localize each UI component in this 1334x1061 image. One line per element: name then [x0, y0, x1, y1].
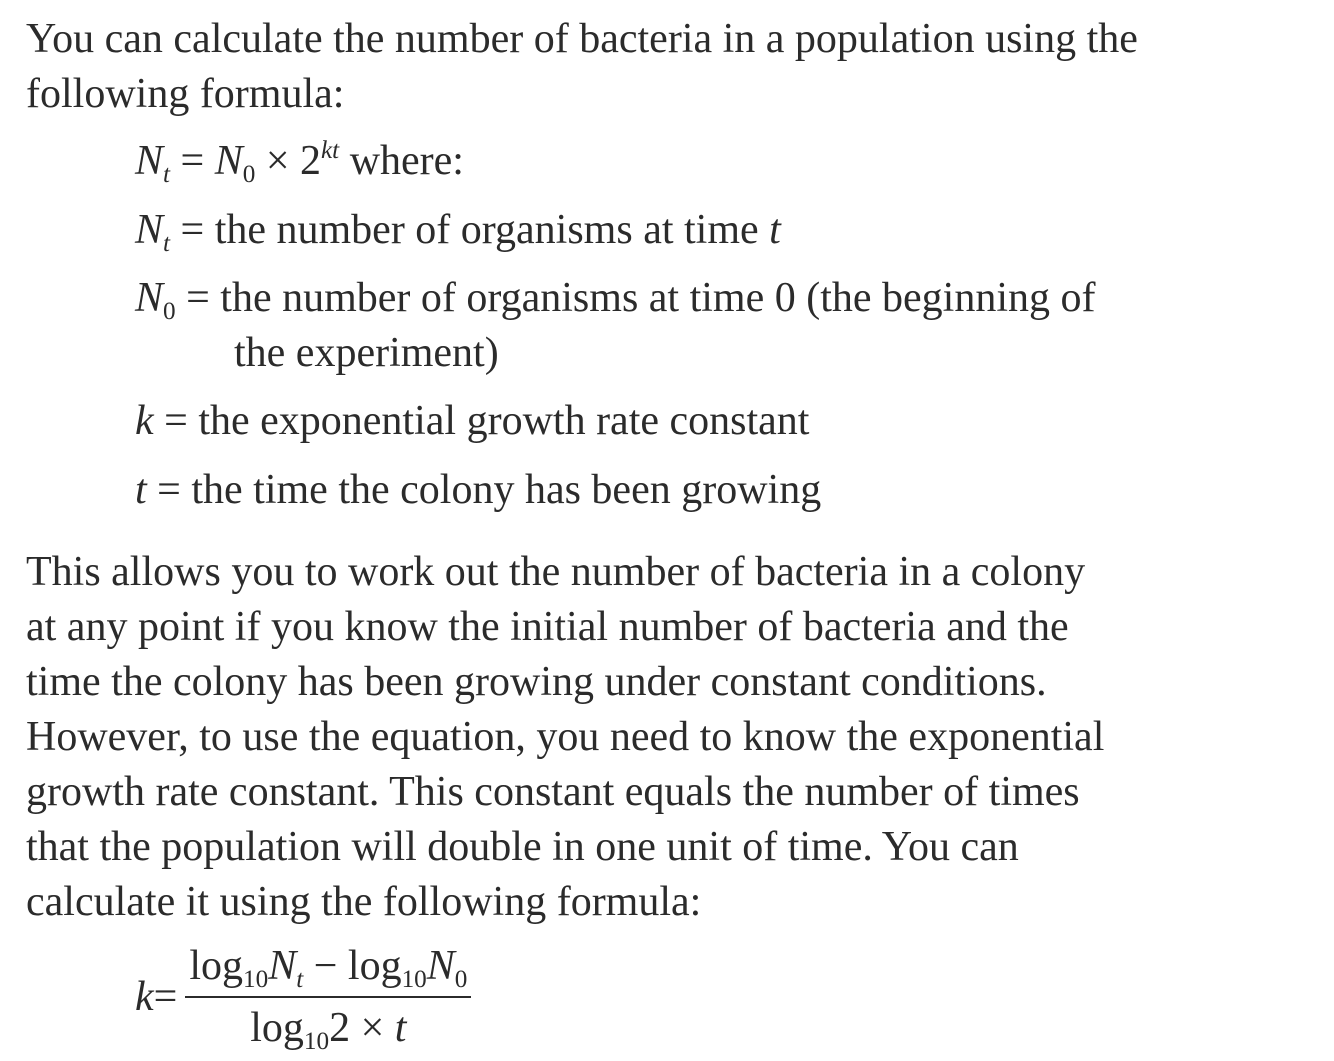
explanation-line: at any point if you know the initial number of bacteria and the: [26, 604, 1069, 650]
definition-t: [135, 463, 821, 518]
numerator-log-2: log: [347, 943, 402, 989]
denominator-two-times: 2 ×: [329, 1005, 395, 1051]
explanation-line: This allows you to work out the number of bacteria in a colony: [26, 549, 1086, 595]
fraction-denominator: [246, 1002, 410, 1054]
definition-n0-symbol: N: [135, 275, 164, 321]
formula-where: where:: [339, 138, 464, 184]
numerator-n0-subscript: 0: [454, 966, 468, 994]
explanation-line: However, to use the equation, you need to know the exponential: [26, 714, 1105, 760]
numerator-n0: N: [426, 943, 455, 989]
formula-exponent: kt: [321, 137, 340, 165]
definition-nt-symbol: N: [135, 207, 164, 253]
numerator-log-1-base: 10: [243, 966, 269, 994]
intro-line-2: following formula:: [26, 71, 345, 117]
numerator-nt: N: [268, 943, 297, 989]
fraction-bar: [185, 996, 471, 998]
numerator-log-2-base: 10: [401, 966, 427, 994]
definition-nt-text: = the number of organisms at time: [170, 207, 770, 253]
numerator-minus: −: [303, 943, 348, 989]
explanation-line: that the population will double in one unit of time. You can: [26, 824, 1019, 870]
growth-formula: [135, 134, 464, 189]
rate-formula-k: k: [135, 973, 154, 1020]
explanation-line: growth rate constant. This constant equals the number of times: [26, 769, 1080, 815]
rate-formula-equals: =: [153, 973, 178, 1020]
formula-equals: =: [170, 138, 215, 184]
formula-n0-symbol: N: [214, 138, 243, 184]
definition-t-text: = the time the colony has been growing: [146, 467, 822, 513]
denominator-t: t: [394, 1005, 407, 1051]
intro-paragraph: [26, 12, 1138, 122]
definition-t-symbol: t: [135, 467, 147, 513]
definition-k: [135, 394, 809, 449]
definition-nt: [135, 203, 781, 258]
definition-n0-text: = the number of organisms at time 0 (the beginning of: [175, 275, 1096, 321]
explanation-line: time the colony has been growing under constant conditions.: [26, 659, 1047, 705]
definition-n0-continuation: the experiment): [234, 330, 499, 376]
explanation-paragraph: [26, 545, 1104, 930]
definition-k-symbol: k: [135, 398, 154, 444]
definition-nt-var: t: [769, 207, 781, 253]
rate-constant-formula: [135, 940, 471, 1054]
formula-times-two: × 2: [255, 138, 321, 184]
formula-n0-subscript: 0: [242, 161, 256, 189]
definition-k-text: = the exponential growth rate constant: [153, 398, 810, 444]
numerator-nt-subscript: t: [296, 966, 304, 994]
fraction-numerator: [185, 940, 471, 992]
denominator-log-base: 10: [303, 1028, 330, 1056]
explanation-line: calculate it using the following formula:: [26, 879, 702, 925]
intro-line-1: You can calculate the number of bacteria in a population using the: [26, 16, 1138, 62]
definition-nt-subscript: t: [163, 230, 171, 258]
numerator-log-1: log: [189, 943, 244, 989]
formula-nt-symbol: N: [135, 138, 164, 184]
rate-formula-fraction: [185, 940, 471, 1054]
formula-nt-subscript: t: [163, 161, 171, 189]
definition-n0: [135, 271, 1096, 381]
denominator-log: log: [250, 1005, 304, 1051]
definition-n0-subscript: 0: [163, 298, 176, 326]
